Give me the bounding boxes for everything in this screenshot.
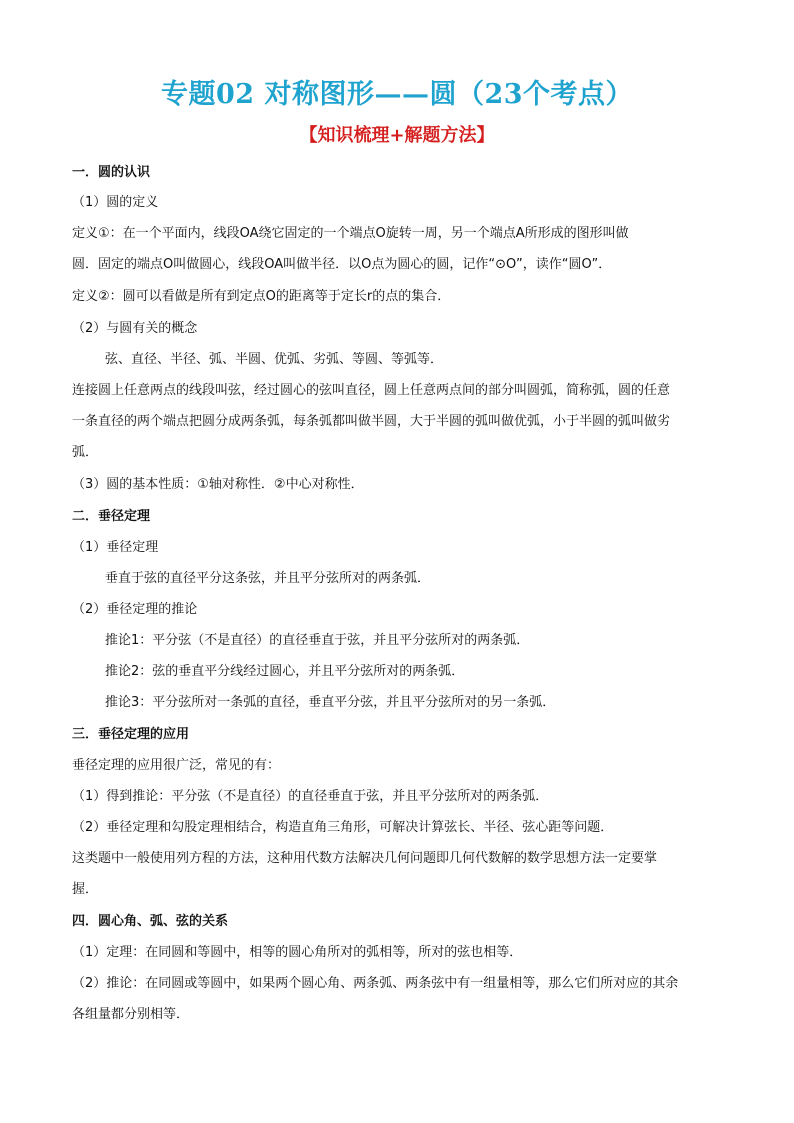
text-line: （3）圆的基本性质：①轴对称性．②中心对称性．	[72, 477, 364, 492]
text-line: 一条直径的两个端点把圆分成两条弧，每条弧都叫做半圆，大于半圆的弧叫做优弧，小于半圆的弧叫做劣	[72, 414, 671, 429]
section-heading: 一．圆的认识	[72, 165, 151, 180]
text-line: 连接圆上任意两点的线段叫弦，经过圆心的弦叫直径，圆上任意两点间的部分叫圆弧，简称弧，圆的任意	[72, 383, 671, 398]
text-line: 各组量都分别相等．	[72, 1007, 190, 1022]
text-line: 垂直于弦的直径平分这条弦，并且平分弦所对的两条弧．	[105, 571, 431, 586]
text-line: 弦、直径、半径、弧、半圆、优弧、劣弧、等圆、等弧等．	[105, 352, 444, 367]
text-line: （2）与圆有关的概念	[72, 321, 198, 336]
section-heading: 三．垂径定理的应用	[72, 727, 190, 742]
text-line: 圆．固定的端点O叫做圆心，线段OA叫做半径．以O点为圆心的圆，记作“⊙O”，读作“圆O”．	[72, 257, 612, 272]
page-subtitle: 【知识梳理+解题方法】	[299, 125, 495, 146]
section-heading: 四．圆心角、弧、弦的关系	[72, 914, 229, 929]
text-line: 定义②：圆可以看做是所有到定点O的距离等于定长r的点的集合．	[72, 289, 451, 304]
text-line: 推论1：平分弦（不是直径）的直径垂直于弦，并且平分弦所对的两条弧．	[105, 633, 530, 648]
text-line: 推论3：平分弦所对一条弧的直径，垂直平分弦，并且平分弦所对的另一条弧．	[105, 695, 556, 710]
text-line: 推论2：弦的垂直平分线经过圆心，并且平分弦所对的两条弧．	[105, 664, 465, 679]
text-line: （1）得到推论：平分弦（不是直径）的直径垂直于弦，并且平分弦所对的两条弧．	[72, 789, 549, 804]
text-line: 定义①：在一个平面内，线段OA绕它固定的一个端点O旋转一周，另一个端点A所形成的图形叫做	[72, 226, 629, 241]
section-heading: 二．垂径定理	[72, 509, 151, 524]
text-line: （1）垂径定理	[72, 540, 159, 555]
text-line: （2）推论：在同圆或等圆中，如果两个圆心角、两条弧、两条弦中有一组量相等，那么它们所对应的其余	[72, 976, 679, 991]
text-line: （2）垂径定理的推论	[72, 602, 198, 617]
text-line: 这类题中一般使用列方程的方法，这种用代数方法解决几何问题即几何代数解的数学思想方法一定要掌	[72, 851, 658, 866]
text-line: （1）定理：在同圆和等圆中，相等的圆心角所对的弧相等，所对的弦也相等．	[72, 945, 523, 960]
text-line: （2）垂径定理和勾股定理相结合，构造直角三角形，可解决计算弦长、半径、弦心距等问题．	[72, 820, 614, 835]
page-title: 专题02 对称图形——圆（23个考点）	[160, 79, 634, 110]
text-line: 握．	[72, 882, 99, 897]
text-line: 垂径定理的应用很广泛，常见的有：	[72, 758, 281, 773]
text-line: 弧．	[72, 445, 99, 460]
text-line: （1）圆的定义	[72, 195, 159, 210]
